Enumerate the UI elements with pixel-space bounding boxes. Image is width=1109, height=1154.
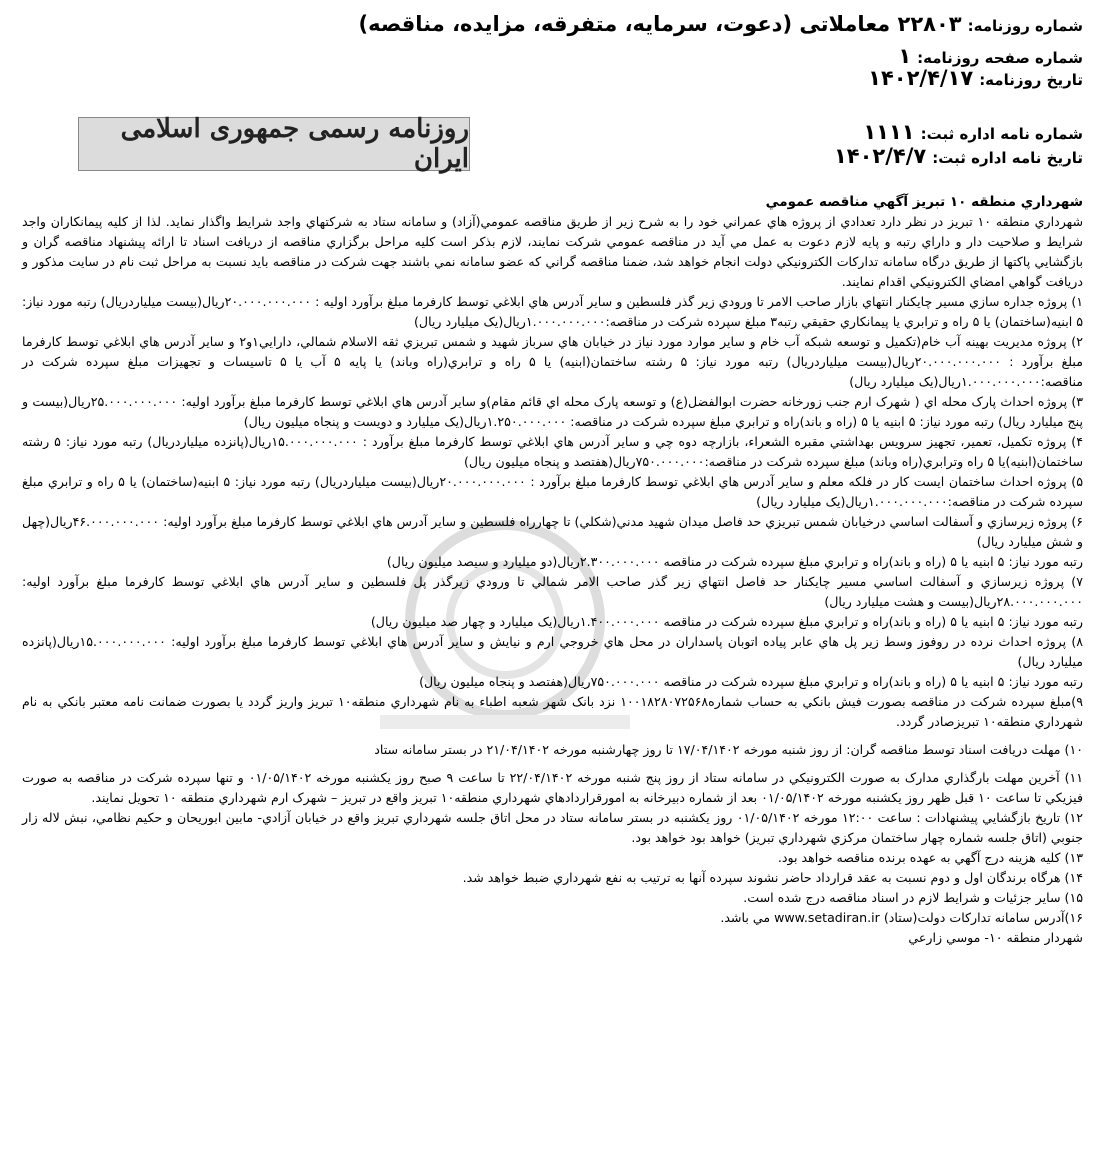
upload-deadline-item: ۱۱) آخرين مهلت بارگذاري مدارک به صورت الكترونيكي در سامانه ستاد از روز پنج شنبه مورخه ۲۲/۰۴/۱۴۰۲ تا ساعت ۹ صبح روز يكشنبه مورخه ۰۱/۰۵/۱۴۰۲ و تنها سپرده شركت در مناقصه به صورت فيزيكي تا ساعت ۱۰ قبل ظهر روز يكشنبه مورخه ۰۱/۰۵/۱۴۰۲ بعد از شماره دبيرخانه به امورقراردادهاي شهرداري منطقه۱۰ تبريز واقع در تبريز – شهرک ارم شهرداري منطقه ۱۰ تحويل نمايند.	[22, 770, 1084, 805]
opening-date-item: ۱۲) تاريخ بازگشايي پيشنهادات : ساعت ۱۲:۰۰ مورخه ۰۱/۰۵/۱۴۰۲ روز يكشنبه در بستر سامانه ستاد در محل اتاق جلسه شهرداري تبريز واقع در خيابان آزادي- مابين ابوريحان و حكيم نظامي، نبش لاله زار جنوبي (اتاق جلسه شماره چهار ساختمان مركزي شهرداري تبريز) خواهد بود خواهد بود.	[22, 810, 1083, 845]
project-item: ۵) پروژه احداث ساختمان ايست كار در فلكه معلم و ساير آدرس هاي ابلاغي توسط كارفرما مبلغ برآورد : ۲۰.۰۰۰.۰۰۰.۰۰۰ريال(بيست ميلياردريال) رتبه مورد نياز: ۵ ابنيه(ساختمان) يا ۵ راه و ترابري مبلغ سپرده شركت در مناقصه:۱.۰۰۰.۰۰۰.۰۰۰ريال(يک ميليارد ريال)	[22, 474, 1083, 509]
reg-date-value: ۱۴۰۲/۴/۷	[833, 144, 927, 168]
notice-title: شهرداري منطقه ۱۰ تبريز آگهي مناقصه عمومي	[765, 194, 1083, 210]
project-item: ۴) پروژه تكميل، تعمير، تجهيز سرويس بهداشتي مقبره الشعراء، بازارچه دوه چي و ساير آدرس هاي ابلاغي توسط كارفرما مبلغ برآورد : ۱۵.۰۰۰.۰۰۰.۰۰۰ريال(پانزده ميلياردريال) رتبه مورد نياز: ۵ رشته ساختمان(ابنيه)يا ۵ راه وترابري(راه وباند) مبلغ سپرده شركت در مناقصه:۷۵۰.۰۰۰.۰۰۰ريال(هفتصد و پنجاه ميليون ريال)	[22, 434, 1083, 469]
reg-no-label: شماره نامه اداره ثبت:	[920, 125, 1083, 143]
project-item: ۱) پروژه جداره سازي مسير چايكنار انتهاي بازار صاحب الامر تا ورودي زير گذر فلسطين و ساير آدرس هاي ابلاغي توسط كارفرما مبلغ برآورد اوليه : ۲۰.۰۰۰.۰۰۰.۰۰۰ريال(بيست ميلياردريال) رتبه مورد نياز: ۵ ابنيه(ساختمان) يا ۵ راه و ترابري يا پيمانكاري حقيقي رتبه۳ مبلغ سپرده شركت در مناقصه:۱.۰۰۰.۰۰۰.۰۰۰ريال(يک ميليارد ريال)	[22, 294, 1083, 329]
fee-item: ۱۳) كليه هزينه درج آگهي به عهده برنده مناقصه خواهد بود.	[777, 850, 1083, 865]
registry-letter-number	[863, 120, 1083, 144]
details-item: ۱۵) ساير جزئيات و شرايط لازم در اسناد مناقصه درج شده است.	[743, 890, 1083, 905]
page-number	[898, 44, 1083, 68]
project-item: رتبه مورد نياز: ۵ ابنيه يا ۵ (راه و باند)راه و ترابري مبلغ سپرده شركت در مناقصه ۷۵۰.۰۰۰.۰۰۰ريال(هفتصد و پنجاه ميليون ريال)	[419, 674, 1083, 689]
issue-value: ۲۲۸۰۳ معاملاتی (دعوت، سرمایه، متفرقه، مزایده، مناقصه)	[358, 12, 962, 36]
reg-no-value: ۱۱۱۱	[863, 120, 915, 144]
forfeit-item: ۱۴) هرگاه برندگان اول و دوم نسبت به عقد قرارداد حاضر نشوند سپرده آنها به ترتيب به نفع شهرداري ضبط خواهد شد.	[462, 870, 1083, 885]
date-value: ۱۴۰۲/۴/۱۷	[868, 66, 974, 90]
signature: شهردار منطقه ۱۰- موسي زارعي	[908, 930, 1083, 945]
deadline-item: ۱۰) مهلت دريافت اسناد توسط مناقصه گران: از روز شنبه مورخه ۱۷/۰۴/۱۴۰۲ تا روز چهارشنبه مورخه ۲۱/۰۴/۱۴۰۲ در بستر سامانه ستاد	[374, 742, 1083, 757]
project-item: ۶) پروژه زيرسازي و آسفالت اساسي درخيابان شمس تبريزي حد فاصل ميدان شهيد مدني(شكلي) تا چهارراه فلسطين و ساير آدرس هاي ابلاغي توسط كارفرما مبلغ برآورد اوليه: ۴۶.۰۰۰.۰۰۰.۰۰۰ريال(چهل و شش ميليارد ريال)	[22, 514, 1083, 549]
deposit-item: ۹)مبلغ سپرده شركت در مناقصه بصورت فيش بانكي به حساب شماره۱۰۰۱۸۲۸۰۷۲۵۶۸ نزد بانک شهر شعبه اطباء به نام شهرداري منطقه۱۰ تبريز واريز گردد يا بصورت ضمانت نامه معتبر بانكي به نام شهرداري منطقه۱۰ تبريزصادر گردد.	[22, 694, 1083, 729]
project-item: ۸) پروژه احداث نرده در روفوز وسط زير پل هاي عابر پياده اتوبان پاسداران در محل هاي خروجي ارم و نيايش و ساير آدرس هاي ابلاغي توسط كارفرما مبلغ برآورد اوليه: ۱۵.۰۰۰.۰۰۰.۰۰۰ريال(پانزده ميليارد ريال)	[22, 634, 1083, 669]
registry-letter-date	[834, 144, 1083, 168]
project-item: ۷) پروژه زيرسازي و آسفالت اساسي مسير چايكنار حد فاصل انتهاي زير گذر صاحب الامر شمالي تا ورودي زيرگذر پل فلسطين و ساير آدرس هاي ابلاغي توسط كارفرما مبلغ برآورد اوليه: ۲۸.۰۰۰.۰۰۰.۰۰۰ريال(بيست و هشت ميليارد ريال)	[22, 574, 1083, 609]
issue-label: شماره روزنامه:	[967, 17, 1083, 35]
project-item: ۳) پروژه احداث پارک محله اي ( شهرک ارم جنب زورخانه حضرت ابوالفضل(ع) و توسعه پارک محله اي قائم مقام)و ساير آدرس هاي ابلاغي توسط كارفرما مبلغ برآورد اوليه: ۲۵.۰۰۰.۰۰۰.۰۰۰ريال(بيست و پنج ميليارد ريال) رتبه مورد نياز: ۵ ابنيه يا ۵ (راه و باند)راه و ترابري مبلغ سپرده شركت در مناقصه: ۱.۲۵۰.۰۰۰.۰۰۰ريال(يک ميليارد و دويست و پنجاه ميليون ريال)	[22, 394, 1083, 429]
project-item: رتبه مورد نياز: ۵ ابنيه يا ۵ (راه و باند)راه و ترابري مبلغ سپرده شركت در مناقصه ۱.۴۰۰.۰۰۰.۰۰۰ريال(يک ميليارد و چهار صد ميليون ريال)	[370, 614, 1083, 629]
page-label: شماره صفحه روزنامه:	[917, 49, 1083, 67]
issue-number	[359, 12, 1083, 36]
website-item: ۱۶)آدرس سامانه تداركات دولت(ستاد) www.setadiran.ir مي باشد.	[720, 910, 1083, 925]
reg-date-label: تاریخ نامه اداره ثبت:	[932, 149, 1083, 167]
date-label: تاریخ روزنامه:	[979, 71, 1083, 89]
notice-intro: شهرداري منطقه ۱۰ تبريز در نظر دارد تعدادي از پروژه هاي عمراني خود را به شرح زير از طريق مناقصه عمومي(آزاد) و سامانه ستاد به شركتهاي واجد شرايط واگذار نمايد. لذا از كليه پيمانكاران واجد شرايط و صلاحيت دار و داراي رتبه و پايه لازم دعوت به عمل مي آيد در مناقصه عمومي شركت نمايند، لازم بذكر است كليه مراحل برگزاري مناقصه از دريافت اسناد تا ارائه پيشنهاد مناقصه گران و بازگشايي پاكتها از طريق درگاه سامانه تداركات الكترونيكي دولت انجام خواهد شد، ضمنا مناقصه گراني كه عضو سامانه نمي باشند جهت شركت در مناقصه بايد نسبت به مراحل ثبت نام در سايت مذكور و دريافت گواهي امضاي الكترونيكي اقدام نمايند.	[22, 214, 1083, 289]
project-item: رتبه مورد نياز: ۵ ابنيه يا ۵ (راه و باند)راه و ترابري مبلغ سپرده شركت در مناقصه ۲.۳۰۰.۰۰۰.۰۰۰ريال(دو ميليارد و سيصد ميليون ريال)	[386, 554, 1083, 569]
tender-notice	[22, 192, 1083, 948]
newspaper-masthead: روزنامه رسمی جمهوری اسلامی ایران	[78, 117, 470, 171]
page-value: ۱	[898, 44, 912, 68]
issue-date	[868, 66, 1083, 90]
project-item: ۲) پروژه مديريت بهينه آب خام(تكميل و توسعه شبكه آب خام و ساير موارد مورد نياز در خيابان هاي سرباز شهيد و شمس تبريزي ثقه الاسلام شمالي، دارايي۱و۲ و ساير آدرس هاي ابلاغي توسط كارفرما مبلغ برآورد : ۲۰.۰۰۰.۰۰۰.۰۰۰ريال(بيست ميلياردريال) رتبه مورد نياز: ۵ رشته ساختمان(ابنيه) يا ۵ راه و ترابري(راه وباند) يا پايه ۵ آب يا ۵ تاسيسات و تجهيزات مبلغ سپرده شركت در مناقصه:۱.۰۰۰.۰۰۰.۰۰۰ريال(يک ميليارد ريال)	[22, 334, 1083, 389]
